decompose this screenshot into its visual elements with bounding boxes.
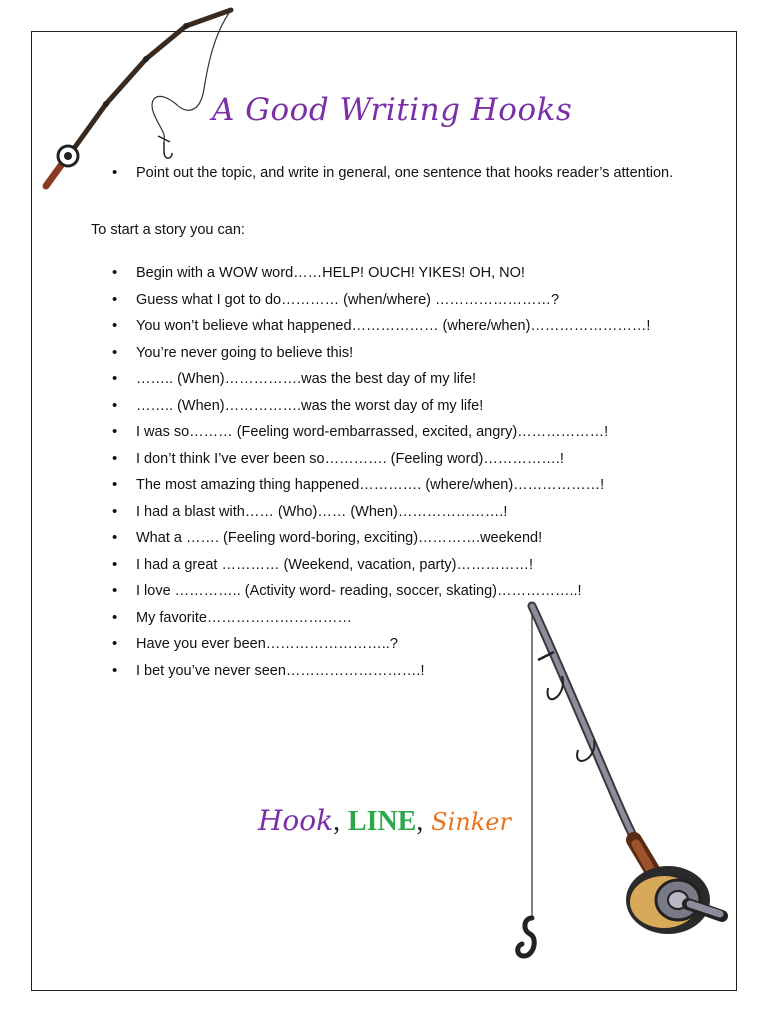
- list-item: • I love ………….. (Activity word- reading, soccer, skating)……………..!: [112, 578, 712, 605]
- tagline-comma: ,: [416, 806, 424, 837]
- list-item: • Guess what I got to do………… (when/where) ……………………?: [112, 287, 712, 314]
- tagline-comma: ,: [333, 806, 341, 837]
- list-item: • My favorite…………………………: [112, 605, 712, 632]
- page-title: A Good Writing Hooks: [212, 92, 573, 128]
- list-item: • Point out the topic, and write in general, one sentence that hooks reader’s attention.: [112, 160, 692, 186]
- list-item: • You won’t believe what happened……………… (where/when)……………………!: [112, 313, 712, 340]
- list-item: • I had a great ………… (Weekend, vacation, party)……………!: [112, 552, 712, 579]
- list-item: • I bet you’ve never seen……………………….!: [112, 658, 712, 685]
- intro-list: [112, 160, 692, 186]
- list-item: • …….. (When)…………….was the best day of my life!: [112, 366, 712, 393]
- list-item: • I had a blast with…… (Who)…… (When)………………….!: [112, 499, 712, 526]
- fishing-rod-reel-icon: [508, 600, 738, 980]
- list-item: • I don’t think I’ve ever been so…………. (Feeling word)…………….!: [112, 446, 712, 473]
- tagline-hook: Hook: [258, 804, 334, 837]
- tagline-line: LINE: [347, 806, 417, 837]
- list-item: • Have you ever been……………………..?: [112, 631, 712, 658]
- list-item: • …….. (When)…………….was the worst day of my life!: [112, 393, 712, 420]
- list-item: • The most amazing thing happened…………. (where/when)………………!: [112, 472, 712, 499]
- tagline: [258, 804, 511, 838]
- list-item: • Begin with a WOW word……HELP! OUCH! YIKES! OH, NO!: [112, 260, 712, 287]
- list-item: • I was so……… (Feeling word-embarrassed, excited, angry)………………!: [112, 419, 712, 446]
- tagline-sinker: Sinker: [431, 808, 511, 836]
- list-item: • What a ……. (Feeling word-boring, exciting)………….weekend!: [112, 525, 712, 552]
- lead-text: To start a story you can:: [91, 222, 245, 238]
- list-item: • You’re never going to believe this!: [112, 340, 712, 367]
